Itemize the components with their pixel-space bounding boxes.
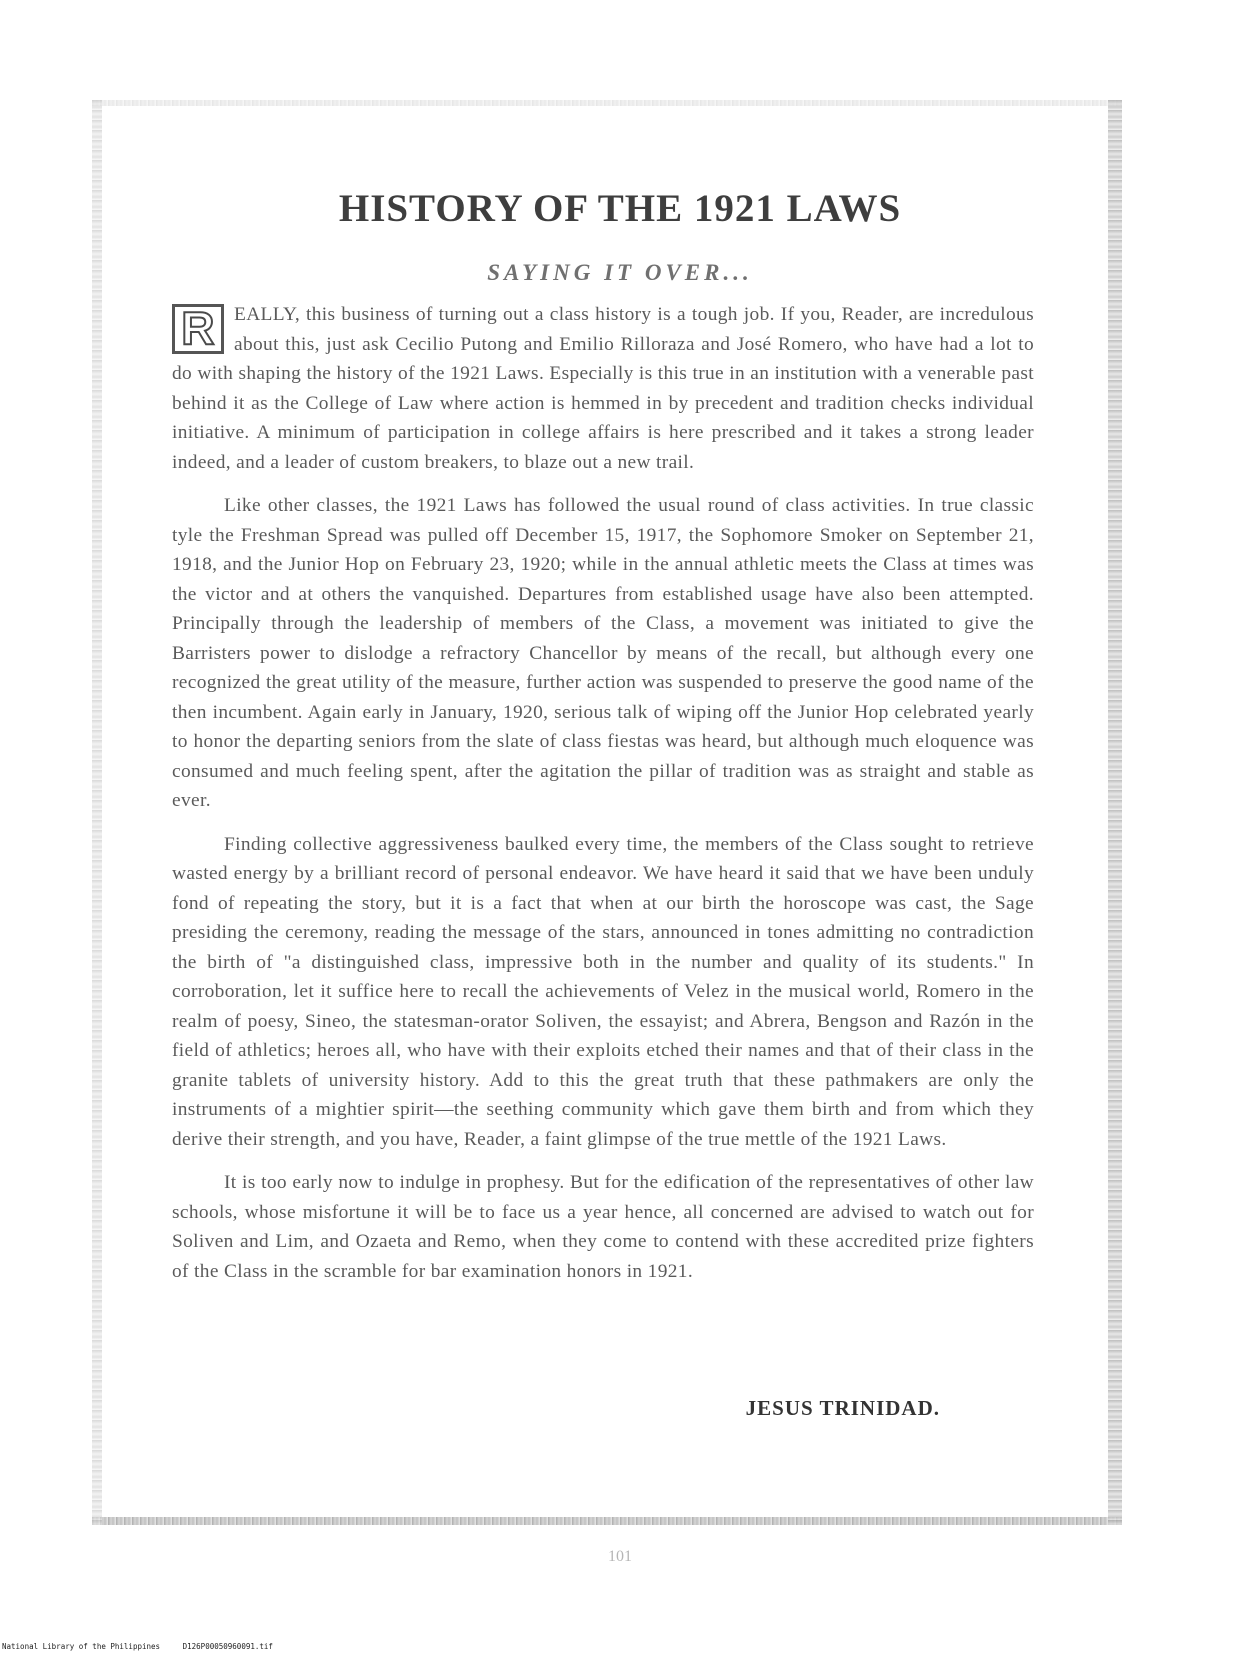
dropcap-letter: R [172, 304, 224, 354]
archive-footer-note: National Library of the Philippines D126P00050960091.tif [2, 1642, 273, 1651]
border-right [1108, 100, 1122, 1525]
paragraph-2: Like other classes, the 1921 Laws has followed the usual round of class activities. In true classic tyle the Freshman Spread was pulled off December 15, 1917, the Sophomore Smoker on September 21, 1918, and the Junior Hop on February 23, 1920; while in the annual athletic meets the Class at times was the victor and at others the vanquished. Departures from established usage have also been attempted. Principally through the leadership of members of the Class, a movement was initiated to give the Barristers power to dislodge a refractory Chancellor by means of the recall, but although every one recognized the great utility of the measure, further action was suspended to preserve the good name of the then incumbent. Again early in January, 1920, serious talk of wiping off the Junior Hop celebrated yearly to honor the departing seniors from the slate of class fiestas was heard, but although much eloquence was consumed and much feeling spent, after the agitation the pillar of tradition was as straight and stable as ever. [172, 495, 1034, 811]
author-signature: JESUS TRINIDAD. [745, 1396, 940, 1420]
article-body [172, 300, 1034, 1300]
page-title: HISTORY OF THE 1921 LAWS [338, 187, 902, 230]
paragraph-1 [172, 300, 1034, 477]
paragraph-1-text: EALLY, this business of turning out a class history is a tough job. If you, Reader, are incredulous about this, just ask Cecilio Putong and Emilio Rilloraza and José Romero, who have had a lot to do with shaping the history of the 1921 Laws. Especially is this true in an institution with a venerable past behind it as the College of Law where action is hemmed in by precedent and tradition checks individual initiative. A minimum of participation in college affairs is here prescribed and it takes a strong leader indeed, and a leader of custom breakers, to blaze out a new trail. [172, 304, 1034, 473]
page-subtitle: SAYING IT OVER... [487, 260, 753, 285]
paragraph-4: It is too early now to indulge in prophesy. But for the edification of the representatives of other law schools, whose misfortune it will be to face us a year hence, all concerned are advised to watch out for Soliven and Lim, and Ozaeta and Remo, when they come to contend with these accredited prize fighters of the Class in the scramble for bar examination honors in 1921. [172, 1172, 1034, 1282]
page-number: 101 [608, 1548, 632, 1565]
paragraph-3: Finding collective aggressiveness baulked every time, the members of the Class sought to retrieve wasted energy by a brilliant record of personal endeavor. We have heard it said that we have been unduly fond of repeating the story, but it is a fact that when at our birth the horoscope was cast, the Sage presiding the ceremony, reading the message of the stars, announced in tones admitting no contradiction the birth of "a distinguished class, impressive both in the number and quality of its students." In corroboration, let it suffice here to recall the achievements of Velez in the musical world, Romero in the realm of poesy, Sineo, the statesman-orator Soliven, the essayist; and Abrera, Bengson and Razón in the field of athletics; heroes all, who have with their exploits etched their names and that of their class in the granite tablets of university history. Add to this the great truth that these pathmakers are only the instruments of a mightier spirit—the seething community which gave them birth and from which they derive their strength, and you have, Reader, a faint glimpse of the true mettle of the 1921 Laws. [172, 833, 1034, 1150]
border-bottom [92, 1517, 1122, 1525]
border-top [92, 100, 1122, 106]
border-left [92, 100, 102, 1525]
